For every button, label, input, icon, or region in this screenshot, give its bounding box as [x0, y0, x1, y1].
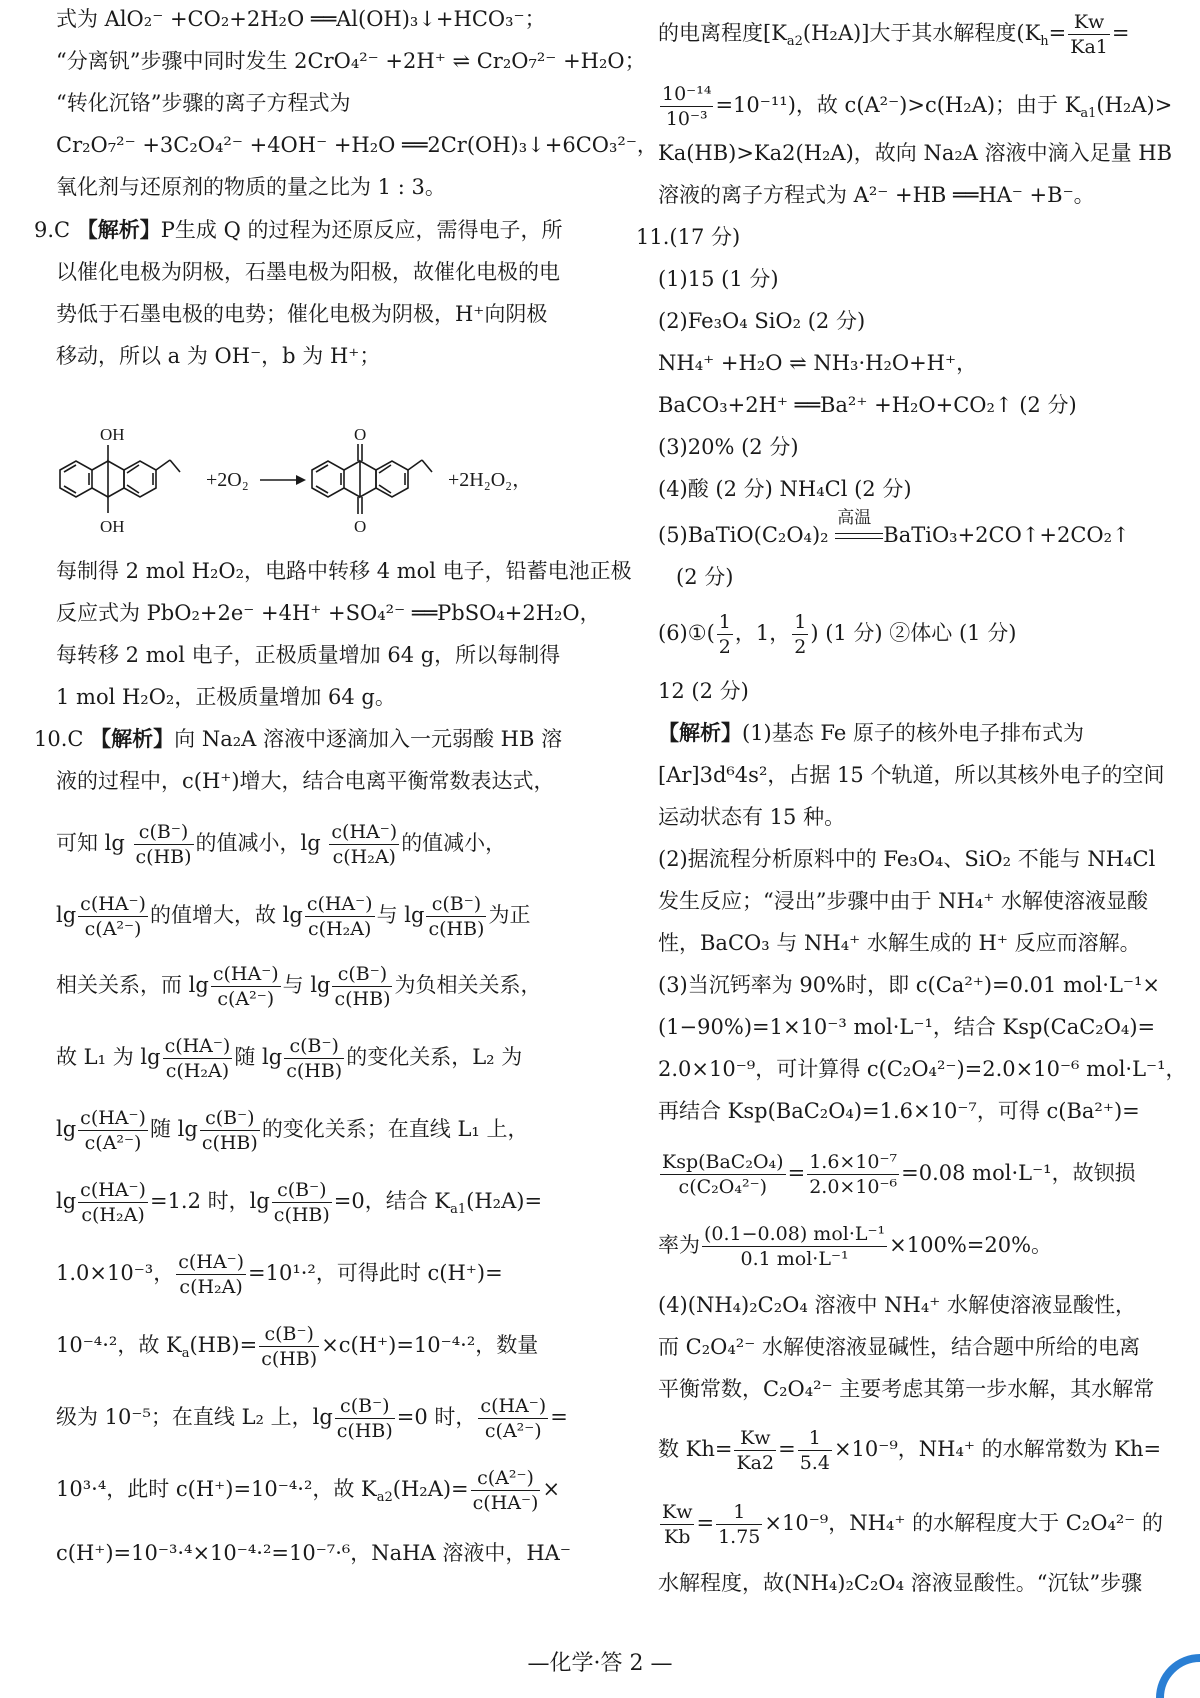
text-line: 再结合 Ksp(BaC₂O₄)=1.6×10⁻⁷，可得 c(Ba²⁺)=	[658, 1099, 1140, 1123]
subscript: a1	[450, 1202, 467, 1218]
fraction	[78, 1178, 148, 1227]
text-line: 以催化电极为阴极，石墨电极为阳极，故催化电极的电	[56, 260, 560, 284]
fraction	[332, 962, 392, 1011]
answer-line: 12 (2 分)	[658, 679, 749, 703]
formula-line	[56, 1106, 529, 1155]
frac-num: c(B⁻)	[134, 820, 194, 845]
frac-den: c(H₂A)	[179, 1276, 243, 1298]
text-span: 的变化关系；在直线 L₁ 上，	[261, 1117, 529, 1141]
fraction	[660, 1150, 786, 1199]
text-span: 相关关系，而 lg	[56, 973, 209, 997]
reaction-arrow	[260, 475, 306, 485]
condition-label: 高温	[837, 507, 872, 528]
hydroxyl-top-label: OH	[100, 425, 125, 444]
fraction	[163, 1034, 233, 1083]
text-span: 随 lg	[234, 1045, 283, 1069]
formula-line	[56, 1034, 522, 1083]
product-structure	[312, 444, 432, 514]
fraction	[660, 1500, 694, 1549]
frac-den: c(C₂O₄²⁻)	[678, 1176, 768, 1198]
fraction	[660, 82, 713, 131]
fraction	[702, 1222, 887, 1271]
text-line: Cr₂O₇²⁻ +3C₂O₄²⁻ +4OH⁻ +H₂O ══2Cr(OH)₃↓+6CO₃²⁻，	[56, 133, 658, 157]
formula-line	[56, 1394, 568, 1443]
formula-line	[56, 820, 506, 869]
text-span: ×	[542, 1477, 561, 1501]
frac-num: 10⁻¹⁴	[662, 83, 712, 105]
answer-line: (1)15 (1 分)	[658, 267, 779, 291]
fraction	[807, 1150, 899, 1199]
fraction	[734, 1426, 776, 1475]
formula-line	[658, 1500, 1163, 1549]
text-span: 数 Kh=	[658, 1437, 733, 1461]
equation-bar-top	[835, 533, 883, 534]
text-line: 液的过程中，c(H⁺)增大，结合电离平衡常数表达式，	[56, 769, 555, 793]
text-line: 而 C₂O₄²⁻ 水解使溶液显碱性，结合题中所给的电离	[658, 1335, 1140, 1359]
text-span: lg	[56, 903, 77, 927]
carbonyl-top-label: O	[354, 425, 367, 444]
text-span: =	[778, 1437, 796, 1461]
text-span: lg	[56, 1117, 77, 1141]
frac-den: 2.0×10⁻⁶	[809, 1176, 898, 1198]
reactant-structure	[60, 445, 180, 513]
frac-den: c(A²⁻)	[84, 1132, 142, 1154]
frac-num: c(HA⁻)	[331, 821, 398, 843]
text-line: 势低于石墨电极的电势；催化电极为阴极，H⁺向阴极	[56, 302, 548, 326]
carbonyl-bottom-label: O	[354, 517, 367, 536]
text-span: =	[1048, 21, 1067, 45]
fraction	[78, 892, 148, 941]
text-span: P生成 Q 的过程为还原反应，需得电子，所	[160, 218, 563, 242]
text-span: 与 lg	[282, 973, 331, 997]
fraction	[259, 1322, 319, 1371]
reaction-condition	[835, 507, 883, 547]
text-span: 为负相关关系，	[394, 973, 542, 997]
fraction	[478, 1394, 548, 1443]
text-span: =0，结合 K	[333, 1189, 451, 1213]
frac-num: c(HA⁻)	[80, 1179, 146, 1201]
frac-num: c(B⁻)	[284, 1034, 344, 1059]
frac-den: c(HB)	[261, 1348, 318, 1370]
fraction	[792, 610, 808, 659]
text-span: 级为 10⁻⁵；在直线 L₂ 上，lg	[56, 1405, 333, 1429]
text-line: 1 mol H₂O₂，正极质量增加 64 g。	[56, 685, 396, 709]
text-line: (3)当沉钙率为 90%时，即 c(Ca²⁺)=0.01 mol·L⁻¹×	[658, 973, 1161, 997]
text-span: (H₂A)]大于其水解程度(K	[802, 21, 1041, 45]
frac-num: c(HA⁻)	[178, 1251, 245, 1273]
fraction	[717, 610, 733, 659]
frac-den: c(HA⁻)	[472, 1492, 539, 1514]
frac-den: c(HB)	[135, 846, 192, 868]
frac-den: c(HB)	[201, 1132, 258, 1154]
answer-line: (3)20% (2 分)	[658, 435, 799, 459]
text-span: =1.2 时，lg	[149, 1189, 270, 1213]
analysis-tag: 【解析】	[90, 726, 175, 751]
subscript: a	[181, 1346, 190, 1362]
analysis-tag: 【解析】	[658, 720, 742, 745]
reaction-svg	[56, 420, 584, 540]
text-span: ×10⁻⁹，NH₄⁺ 的水解程度大于 C₂O₄²⁻ 的	[764, 1511, 1164, 1535]
frac-num: 1	[798, 1426, 832, 1451]
text-span: ，1，	[734, 621, 791, 645]
frac-den: c(HB)	[336, 1420, 393, 1442]
frac-den: 2	[718, 636, 731, 658]
frac-den: c(HB)	[273, 1204, 330, 1226]
formula-line	[658, 1426, 1161, 1475]
text-line: 氧化剂与还原剂的物质的量之比为 1 : 3。	[56, 175, 446, 199]
text-span: (1)基态 Fe 原子的核外电子排布式为	[742, 721, 1084, 745]
frac-num: c(HA⁻)	[164, 1035, 231, 1057]
text-line: 2.0×10⁻⁹，可计算得 c(C₂O₄²⁻)=2.0×10⁻⁶ mol·L⁻¹，	[658, 1057, 1187, 1081]
answer-line: (2)Fe₃O₄ SiO₂ (2 分)	[658, 309, 866, 333]
page-footer: —化学·答 2 —	[527, 1651, 673, 1676]
fraction	[335, 1394, 395, 1443]
text-line: 式为 AlO₂⁻ +CO₂+2H₂O ══Al(OH)₃↓+HCO₃⁻；	[56, 7, 546, 31]
frac-num: (0.1−0.08) mol·L⁻¹	[704, 1223, 886, 1245]
text-span: 随 lg	[149, 1117, 198, 1141]
text-span: 的值增大，故 lg	[149, 903, 303, 927]
text-span: ) (1 分) ②体心 (1 分)	[810, 621, 1017, 645]
fraction	[200, 1106, 260, 1155]
analysis-tag: 【解析】	[76, 217, 161, 242]
formula-line	[56, 1178, 542, 1227]
equation-bar-bottom	[835, 538, 883, 539]
text-span: =	[1111, 21, 1130, 45]
text-span: ×c(H⁺)=10⁻⁴·²，数量	[321, 1333, 539, 1357]
text-span: (H₂A)>	[1096, 93, 1173, 117]
text-span: =	[696, 1511, 715, 1535]
subscript: a2	[786, 34, 803, 50]
text-line: 平衡常数，C₂O₄²⁻ 主要考虑其第一步水解，其水解常	[658, 1377, 1155, 1401]
frac-den: c(H₂A)	[332, 846, 396, 868]
answer-line: BaCO₃+2H⁺ ══Ba²⁺ +H₂O+CO₂↑ (2 分)	[658, 393, 1077, 417]
text-line: “转化沉铬”步骤的离子方程式为	[56, 91, 351, 115]
frac-num: 1	[716, 1500, 762, 1525]
text-span: (H₂A)=	[392, 1477, 469, 1501]
frac-den: c(HB)	[428, 918, 485, 940]
frac-num: c(B⁻)	[335, 1394, 395, 1419]
fraction	[78, 1106, 148, 1155]
text-line: (1−90%)=1×10⁻³ mol·L⁻¹，结合 Ksp(CaC₂O₄)=	[658, 1015, 1156, 1039]
text-line: (2)据流程分析原料中的 Fe₃O₄、SiO₂ 不能与 NH₄Cl	[658, 847, 1156, 871]
text-span: =0 时，	[396, 1405, 477, 1429]
text-line: 每转移 2 mol 电子，正极质量增加 64 g，所以每制得	[56, 643, 561, 667]
text-line: c(H⁺)=10⁻³·⁴×10⁻⁴·²=10⁻⁷·⁶，NaHA 溶液中，HA⁻	[56, 1541, 571, 1565]
formula-line	[658, 10, 1130, 59]
text-span: 的变化关系，L₂ 为	[346, 1045, 523, 1069]
text-line: Ka(HB)>Ka2(H₂A)，故向 Na₂A 溶液中滴入足量 HB	[658, 141, 1173, 165]
frac-num: c(B⁻)	[332, 962, 392, 987]
frac-den: c(H₂A)	[81, 1204, 145, 1226]
text-line: “分离钒”步骤中同时发生 2CrO₄²⁻ +2H⁺ ⇌ Cr₂O₇²⁻ +H₂O；	[56, 49, 646, 73]
text-span: =10¹·²，可得此时 c(H⁺)=	[248, 1261, 503, 1285]
text-span: 1.0×10⁻³，	[56, 1261, 175, 1285]
fraction	[716, 1500, 762, 1549]
text-span: 10³·⁴，此时 c(H⁺)=10⁻⁴·²，故 K	[56, 1477, 377, 1501]
corner-arc-icon	[1140, 1638, 1200, 1698]
frac-num: Ksp(BaC₂O₄)	[662, 1151, 784, 1173]
answer-line: (2 分)	[676, 565, 734, 589]
fraction	[329, 820, 399, 869]
formula-line	[56, 1250, 503, 1299]
text-span: 率为	[658, 1233, 700, 1257]
text-line: 每制得 2 mol H₂O₂，电路中转移 4 mol 电子，铅蓄电池正极	[56, 559, 632, 583]
answer-line	[658, 507, 1130, 550]
text-line: 移动，所以 a 为 OH⁻，b 为 H⁺；	[56, 344, 381, 368]
fraction	[305, 892, 375, 941]
text-span: 的值减小，	[401, 831, 507, 855]
text-span: (5)BaTiO(C₂O₄)₂	[658, 523, 829, 547]
text-line: 发生反应；“浸出”步骤中由于 NH₄⁺ 水解使溶液显酸	[658, 889, 1149, 913]
frac-num: Kw	[1068, 10, 1110, 35]
question-number: 9.C	[34, 218, 71, 242]
text-span: =0.08 mol·L⁻¹，故钡损	[901, 1161, 1136, 1185]
formula-line	[56, 892, 530, 941]
frac-den: c(A²⁻)	[217, 988, 275, 1010]
fraction	[134, 820, 194, 869]
formula-line	[56, 1322, 538, 1371]
text-span: 的值减小，lg	[195, 831, 321, 855]
frac-den: 10⁻³	[665, 108, 708, 130]
text-span: =10⁻¹¹)，故 c(A²⁻)>c(H₂A)；由于 K	[715, 93, 1081, 117]
text-span: 与 lg	[376, 903, 425, 927]
text-span: 故 L₁ 为 lg	[56, 1045, 161, 1069]
frac-den: c(H₂A)	[308, 918, 372, 940]
frac-num: 1	[794, 611, 807, 633]
formula-line	[658, 1150, 1136, 1199]
frac-num: c(B⁻)	[200, 1106, 260, 1131]
text-span: =	[550, 1405, 568, 1429]
text-span: (H₂A)=	[466, 1189, 543, 1213]
text-span: ×100%=20%。	[889, 1233, 1053, 1257]
frac-num: c(B⁻)	[259, 1322, 319, 1347]
formula-line	[56, 962, 541, 1011]
frac-num: c(A²⁻)	[471, 1466, 541, 1491]
question-11-heading: 11.(17 分)	[636, 225, 741, 249]
plus-h2o2-label: +2H₂O₂，	[448, 469, 533, 491]
frac-den: c(H₂A)	[165, 1060, 230, 1082]
reaction-figure	[56, 420, 584, 536]
fraction	[284, 1034, 344, 1083]
frac-num: c(B⁻)	[272, 1178, 332, 1203]
frac-den: 5.4	[799, 1452, 830, 1474]
fraction	[272, 1178, 332, 1227]
fraction	[798, 1426, 832, 1475]
text-line: (4)(NH₄)₂C₂O₄ 溶液中 NH₄⁺ 水解使溶液显酸性，	[658, 1293, 1136, 1317]
text-span: 向 Na₂A 溶液中逐滴加入一元弱酸 HB 溶	[174, 727, 563, 751]
frac-den: 2	[794, 636, 807, 658]
frac-den: Kb	[664, 1526, 691, 1548]
frac-num: c(HA⁻)	[212, 963, 279, 985]
text-span: lg	[56, 1189, 77, 1213]
frac-den: c(A²⁻)	[484, 1420, 542, 1442]
text-line: 性，BaCO₃ 与 NH₄⁺ 水解生成的 H⁺ 反应而溶解。	[658, 931, 1141, 955]
frac-den: c(A²⁻)	[84, 918, 142, 940]
fraction	[211, 962, 281, 1011]
text-line: 运动状态有 15 种。	[658, 805, 846, 829]
frac-den: c(HB)	[334, 988, 391, 1010]
frac-num: c(B⁻)	[426, 892, 486, 917]
formula-line	[658, 1222, 1052, 1271]
frac-num: Kw	[734, 1426, 776, 1451]
frac-num: Kw	[662, 1501, 693, 1523]
text-line: 水解程度，故(NH₄)₂C₂O₄ 溶液显酸性。“沉钛”步骤	[658, 1571, 1143, 1595]
text-span: 可知 lg	[56, 831, 125, 855]
plus-o2-label: +2O₂	[206, 469, 249, 491]
explanation-first-line	[658, 718, 1084, 748]
fraction	[471, 1466, 541, 1515]
fraction	[1068, 10, 1110, 59]
text-line: [Ar]3d⁶4s²，占据 15 个轨道，所以其核外电子的空间	[658, 763, 1165, 787]
frac-den: Ka2	[736, 1452, 775, 1474]
answer-line	[658, 610, 1016, 659]
text-span: BaTiO₃+2CO↑+2CO₂↑	[883, 523, 1130, 547]
frac-den: c(HB)	[286, 1060, 343, 1082]
text-span: ×10⁻⁹，NH₄⁺ 的水解常数为 Kh=	[833, 1437, 1162, 1461]
frac-num: 1	[718, 611, 731, 633]
text-span: (6)①(	[658, 621, 715, 645]
fraction	[176, 1250, 246, 1299]
question-9-first-line	[34, 215, 563, 245]
frac-num: c(HA⁻)	[80, 893, 146, 915]
frac-num: c(HA⁻)	[80, 1107, 146, 1129]
frac-num: 1.6×10⁻⁷	[809, 1151, 898, 1173]
subscript: a2	[376, 1490, 393, 1506]
text-span: 10⁻⁴·²，故 K	[56, 1333, 182, 1357]
text-line: 反应式为 PbO₂+2e⁻ +4H⁺ +SO₄²⁻ ══PbSO₄+2H₂O，	[56, 601, 601, 625]
frac-den: Ka1	[1070, 36, 1108, 58]
formula-line	[56, 1466, 560, 1515]
question-number: 10.C	[34, 727, 84, 751]
frac-den: 0.1 mol·L⁻¹	[740, 1248, 849, 1270]
frac-den: 1.75	[718, 1526, 761, 1548]
text-line: 溶液的离子方程式为 A²⁻ +HB ══HA⁻ +B⁻。	[658, 183, 1095, 207]
fraction	[426, 892, 486, 941]
question-10-first-line	[34, 724, 562, 754]
text-span: (HB)=	[189, 1333, 258, 1357]
frac-num: c(HA⁻)	[480, 1395, 547, 1417]
subscript: h	[1040, 34, 1049, 50]
text-span: 为正	[488, 903, 531, 927]
frac-num: c(HA⁻)	[306, 893, 373, 915]
hydroxyl-bottom-label: OH	[100, 517, 125, 536]
text-span: =	[787, 1161, 806, 1185]
text-span: 的电离程度[K	[658, 21, 787, 45]
subscript: a1	[1080, 106, 1097, 122]
formula-line	[658, 82, 1172, 131]
answer-line: NH₄⁺ +H₂O ⇌ NH₃·H₂O+H⁺，	[658, 351, 978, 375]
answer-line: (4)酸 (2 分) NH₄Cl (2 分)	[658, 477, 912, 501]
